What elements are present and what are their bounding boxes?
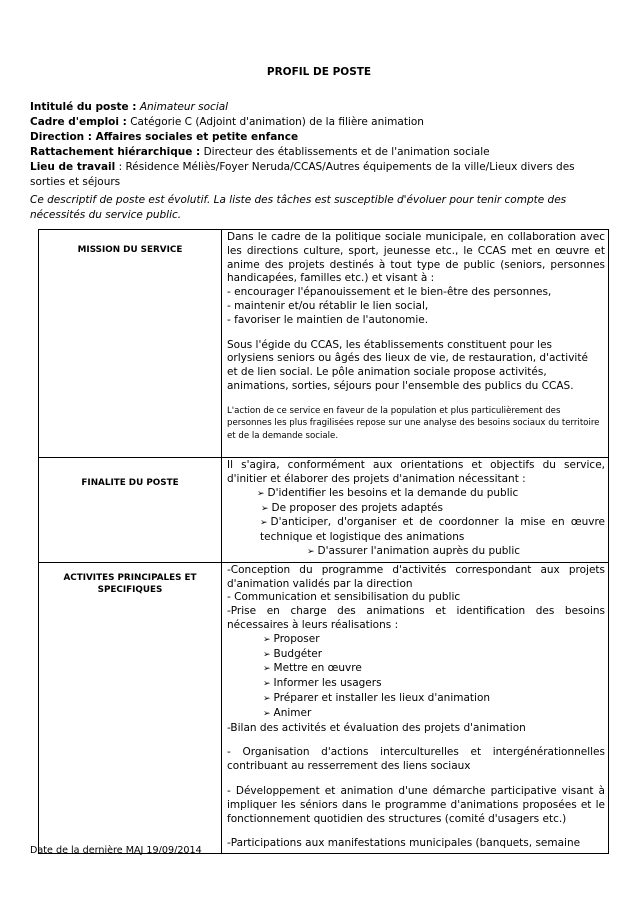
arrow-bullet-icon: ➢ xyxy=(263,634,271,645)
intitule-value: Animateur social xyxy=(139,101,229,113)
evolutive-notice: Ce descriptif de poste est évolutif. La liste des tâches est susceptible d'évoluer pour tenir compte des nécessités du service public. xyxy=(30,194,567,221)
activites-line: -Conception du programme d'activités correspondant aux projets d'animation validés par la direction xyxy=(227,563,605,590)
mission-item: - encourager l'épanouissement et le bien-être des personnes, xyxy=(227,286,552,299)
job-profile-table xyxy=(38,229,609,854)
arrow-bullet-icon: ➢ xyxy=(261,503,269,514)
activites-bullet: ➢ Proposer xyxy=(263,632,320,645)
finalite-content-cell xyxy=(222,458,609,563)
arrow-bullet-icon: ➢ xyxy=(263,664,271,675)
last-update-footer: Date de la dernière MAJ 19/09/2014 xyxy=(30,845,202,856)
page-title: PROFIL DE POSTE xyxy=(266,66,372,78)
activites-label-cell xyxy=(39,562,222,854)
lieu-line xyxy=(30,160,602,190)
lieu-value: : Résidence Méliès/Foyer Neruda/CCAS/Autres équipements de la ville/Lieux divers des sorties et séjours xyxy=(30,161,575,188)
mission-item: - favoriser le maintien de l'autonomie. xyxy=(227,313,429,326)
mission-label: MISSION DU SERVICE xyxy=(77,245,183,255)
arrow-bullet-icon: ➢ xyxy=(263,649,271,660)
arrow-bullet-icon: ➢ xyxy=(263,708,271,719)
rattachement-line xyxy=(30,145,602,160)
lieu-label: Lieu de travail xyxy=(30,161,116,173)
activites-content-cell xyxy=(222,562,609,854)
intitule-line xyxy=(30,100,602,115)
arrow-bullet-icon: ➢ xyxy=(260,518,268,529)
cadre-value: Catégorie C (Adjoint d'animation) de la filière animation xyxy=(130,116,424,128)
rattachement-label: Rattachement hiérarchique : xyxy=(30,146,201,158)
mission-paragraph-3: L'action de ce service en faveur de la population et plus particulièrement des personnes les plus fragilisées repose sur une analyse des besoins sociaux du territoire et de la demande sociale. xyxy=(227,405,600,441)
mission-content-cell xyxy=(222,230,609,458)
activites-line: -Bilan des activités et évaluation des projets d'animation xyxy=(227,721,526,734)
finalite-bullet: ➢ D'anticiper, d'organiser et de coordonner la mise en œuvre technique et logistique des animations xyxy=(260,516,605,544)
activites-bullet: ➢ Préparer et installer les lieux d'animation xyxy=(263,692,491,705)
mission-paragraph-2: Sous l'égide du CCAS, les établissements constituent pour les orlysiens seniors ou âgés des lieux de vie, de restauration, d'activité et de lien social. Le pôle animation sociale propose activités, animations, sorties, séjours pour l'ensemble des publics du CCAS. xyxy=(227,338,588,392)
activites-line: -Prise en charge des animations et identification des besoins nécessaires à leurs réalisations : xyxy=(227,605,605,632)
activites-bullet: ➢ Budgéter xyxy=(263,647,323,660)
finalite-bullet: ➢ D'identifier les besoins et la demande du public xyxy=(257,486,519,499)
activites-label: ACTIVITES PRINCIPALES ET SPECIFIQUES xyxy=(63,572,197,595)
mission-label-cell xyxy=(39,230,222,458)
activites-bullet: ➢ Informer les usagers xyxy=(263,677,382,690)
finalite-label: FINALITE DU POSTE xyxy=(81,478,179,489)
mission-item: - maintenir et/ou rétablir le lien social, xyxy=(227,299,429,312)
rattachement-value: Directeur des établissements et de l'animation sociale xyxy=(203,146,490,158)
cadre-line xyxy=(30,115,602,130)
intitule-label: Intitulé du poste : xyxy=(30,101,137,113)
arrow-bullet-icon: ➢ xyxy=(263,694,271,705)
arrow-bullet-icon: ➢ xyxy=(263,679,271,690)
finalite-paragraph: Il s'agira, conformément aux orientations et objectifs du service, d'initier et élaborer des projets d'animation nécessitant : xyxy=(227,459,605,486)
finalite-row xyxy=(39,458,609,563)
cadre-label: Cadre d'emploi : xyxy=(30,116,127,128)
activites-line: - Communication et sensibilisation du public xyxy=(227,591,461,604)
direction-label: Direction : Affaires sociales et petite enfance xyxy=(30,131,299,143)
activites-line: -Participations aux manifestations municipales (banquets, semaine xyxy=(227,837,581,850)
activites-row xyxy=(39,562,609,854)
finalite-bullet: ➢ D'assurer l'animation auprès du public xyxy=(307,545,521,558)
finalite-label-cell xyxy=(39,458,222,563)
activites-line: - Organisation d'actions interculturelles et intergénérationnelles contribuant au resserrement des liens sociaux xyxy=(227,746,605,773)
finalite-bullet: ➢ De proposer des projets adaptés xyxy=(261,501,443,514)
mission-paragraph-1: Dans le cadre de la politique sociale municipale, en collaboration avec les directions culture, sport, jeunesse etc., le CCAS met en œuvre et anime des projets destinés à tout type de public (seniors, personnes handicapées, familles etc.) et visant à : xyxy=(227,231,605,285)
direction-line xyxy=(30,130,602,145)
activites-bullet: ➢ Animer xyxy=(263,706,312,719)
activites-line: - Développement et animation d'une démarche participative visant à impliquer les séniors dans le programme d'animations proposées et le fonctionnement quotidien des structures (comité d'usagers etc.) xyxy=(227,785,605,825)
activites-bullet: ➢ Mettre en œuvre xyxy=(263,662,362,675)
arrow-bullet-icon: ➢ xyxy=(307,547,315,558)
arrow-bullet-icon: ➢ xyxy=(257,488,265,499)
mission-row xyxy=(39,230,609,458)
job-header xyxy=(30,100,602,190)
